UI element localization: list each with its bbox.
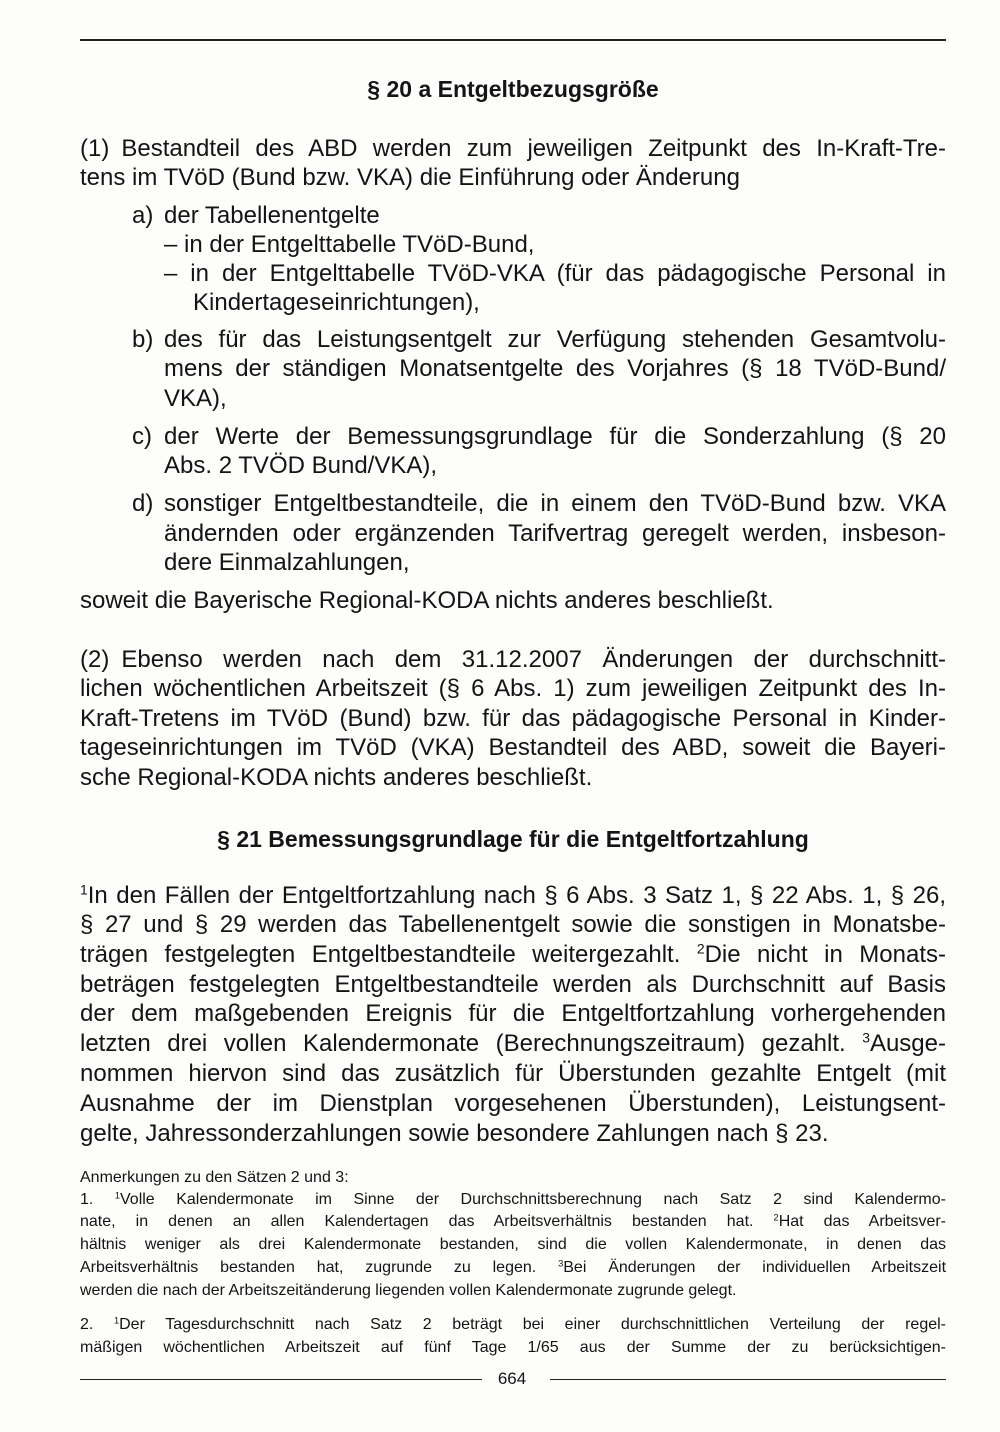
note1-sentence-1: 1 — [114, 1190, 120, 1201]
note2-line1-text: Der Tagesdurchschnitt nach Satz 2 beträgt bei einer durchschnittlichen Verteilung der regel- — [119, 1316, 946, 1333]
item-d-line3: dere Einmalzahlungen, — [164, 549, 410, 576]
item-b-marker: b) — [132, 326, 154, 353]
s21-line3 — [80, 940, 946, 968]
item-d-line2: ändernden oder ergänzenden Tarifvertrag geregelt werden, insbeson- — [164, 520, 946, 547]
note1-sentence-2: 2 — [773, 1212, 779, 1223]
note1-line2 — [80, 1214, 946, 1230]
para2-line3: Kraft-Tretens im TVöD (Bund) bzw. für das pädagogische Personal in Kinder- — [80, 705, 946, 732]
para1-line1: (1) Bestandteil des ABD werden zum jeweiligen Zeitpunkt des In-Kraft-Tre- — [80, 135, 946, 162]
item-b-line3: VKA), — [164, 385, 227, 412]
note1-line2b: Hat das Arbeitsver- — [778, 1213, 946, 1230]
note1-line5: werden die nach der Arbeitszeitänderung liegenden vollen Kalendermonate zugrunde gelegt. — [80, 1282, 737, 1299]
s21-line6 — [80, 1029, 946, 1057]
top-rule — [80, 39, 946, 41]
s21-line1 — [80, 881, 946, 909]
note1-line4 — [80, 1260, 946, 1276]
note2-number: 2. — [80, 1316, 114, 1333]
section-21-heading: § 21 Bemessungsgrundlage für die Entgeltfortzahlung — [217, 826, 809, 852]
para2-line2: lichen wöchentlichen Arbeitszeit (§ 6 Abs. 1) zum jeweiligen Zeitpunkt des In- — [80, 675, 946, 702]
para2-line4: tageseinrichtungen im TVöD (VKA) Bestandteil des ABD, soweit die Bayeri- — [80, 734, 946, 761]
para1-closing: soweit die Bayerische Regional-KODA nichts anderes beschließt. — [80, 587, 774, 614]
s21-line2: § 27 und § 29 werden das Tabellenentgelt sowie die sonstigen in Monatsbe- — [80, 911, 946, 938]
section-20a-heading: § 20 a Entgeltbezugsgröße — [367, 76, 659, 102]
note1-line1-text: Volle Kalendermonate im Sinne der Durchschnittsberechnung nach Satz 2 sind Kalendermo- — [120, 1191, 946, 1208]
note1-line1 — [80, 1192, 946, 1208]
note2-sentence-1: 1 — [113, 1315, 120, 1326]
note2-line2: mäßigen wöchentlichen Arbeitszeit auf fünf Tage 1/65 aus der Summe der zu berücksichtigen- — [80, 1339, 946, 1356]
sentence-number-1: 1 — [80, 881, 88, 898]
item-c-line1: der Werte der Bemessungsgrundlage für die Sonderzahlung (§ 20 — [164, 423, 946, 450]
item-d-line1: sonstiger Entgeltbestandteile, die in einem den TVöD-Bund bzw. VKA — [164, 490, 946, 517]
s21-line3b: Die nicht in Monats- — [704, 941, 946, 968]
s21-line3a: trägen festgelegten Entgeltbestandteile weitergezahlt. — [80, 941, 697, 968]
s21-line6b: Ausge- — [869, 1030, 946, 1057]
para2-line5: sche Regional-KODA nichts anderes beschließt. — [80, 764, 593, 791]
para2-line1: (2) Ebenso werden nach dem 31.12.2007 Änderungen der durchschnitt- — [80, 646, 946, 673]
item-a-dash2-line1: – in der Entgelttabelle TVöD-VKA (für das pädagogische Personal in — [164, 260, 946, 287]
s21-line4: beträgen festgelegten Entgeltbestandteile werden als Durchschnitt auf Basis — [80, 971, 946, 998]
para1-line2: tens im TVöD (Bund bzw. VKA) die Einführung oder Änderung — [80, 164, 740, 191]
footer-rule-left — [80, 1379, 482, 1380]
item-c-line2: Abs. 2 TVÖD Bund/VKA), — [164, 452, 438, 479]
notes-title: Anmerkungen zu den Sätzen 2 und 3: — [80, 1169, 349, 1186]
s21-line5: der dem maßgebenden Ereignis für die Entgeltfortzahlung vorhergehenden — [80, 1000, 946, 1027]
item-d-marker: d) — [132, 490, 154, 517]
footer-rule-right — [550, 1379, 946, 1380]
s21-line7: nommen hiervon sind das zusätzlich für Überstunden gezahlte Entgelt (mit — [80, 1060, 946, 1087]
item-a-dash1: – in der Entgelttabelle TVöD-Bund, — [164, 231, 535, 258]
item-c-marker: c) — [132, 423, 152, 450]
page-number: 664 — [497, 1369, 527, 1388]
item-a-text: der Tabellenentgelte — [164, 202, 380, 229]
note2-line1 — [80, 1317, 946, 1333]
sentence-number-3: 3 — [862, 1029, 870, 1046]
s21-line6a: letzten drei vollen Kalendermonate (Berechnungszeitraum) gezahlt. — [80, 1030, 863, 1057]
note1-line4b: Bei Änderungen der individuellen Arbeitszeit — [563, 1259, 947, 1276]
s21-line1-text: In den Fällen der Entgeltfortzahlung nach § 6 Abs. 3 Satz 1, § 22 Abs. 1, § 26, — [87, 882, 946, 909]
s21-line9: gelte, Jahressonderzahlungen sowie besondere Zahlungen nach § 23. — [80, 1120, 829, 1147]
note1-line3: hältnis weniger als drei Kalendermonate bestanden, sind die vollen Kalendermonate, in denen das — [80, 1236, 946, 1253]
item-a-dash2-line2: Kindertageseinrichtungen), — [193, 289, 480, 316]
note1-sentence-3: 3 — [558, 1258, 564, 1269]
item-a-marker: a) — [132, 202, 154, 229]
note1-number: 1. — [80, 1191, 115, 1208]
note1-line2a: nate, in denen an allen Kalendertagen das Arbeitsverhältnis bestanden hat. — [80, 1213, 774, 1230]
sentence-number-2: 2 — [696, 940, 705, 957]
item-b-line1: des für das Leistungsentgelt zur Verfügung stehenden Gesamtvolu- — [164, 326, 946, 353]
item-b-line2: mens der ständigen Monatsentgelte des Vorjahres (§ 18 TVöD-Bund/ — [164, 355, 946, 382]
s21-line8: Ausnahme der im Dienstplan vorgesehenen Überstunden), Leistungsent- — [80, 1090, 946, 1117]
note1-line4a: Arbeitsverhältnis bestanden hat, zugrunde zu legen. — [80, 1259, 559, 1276]
